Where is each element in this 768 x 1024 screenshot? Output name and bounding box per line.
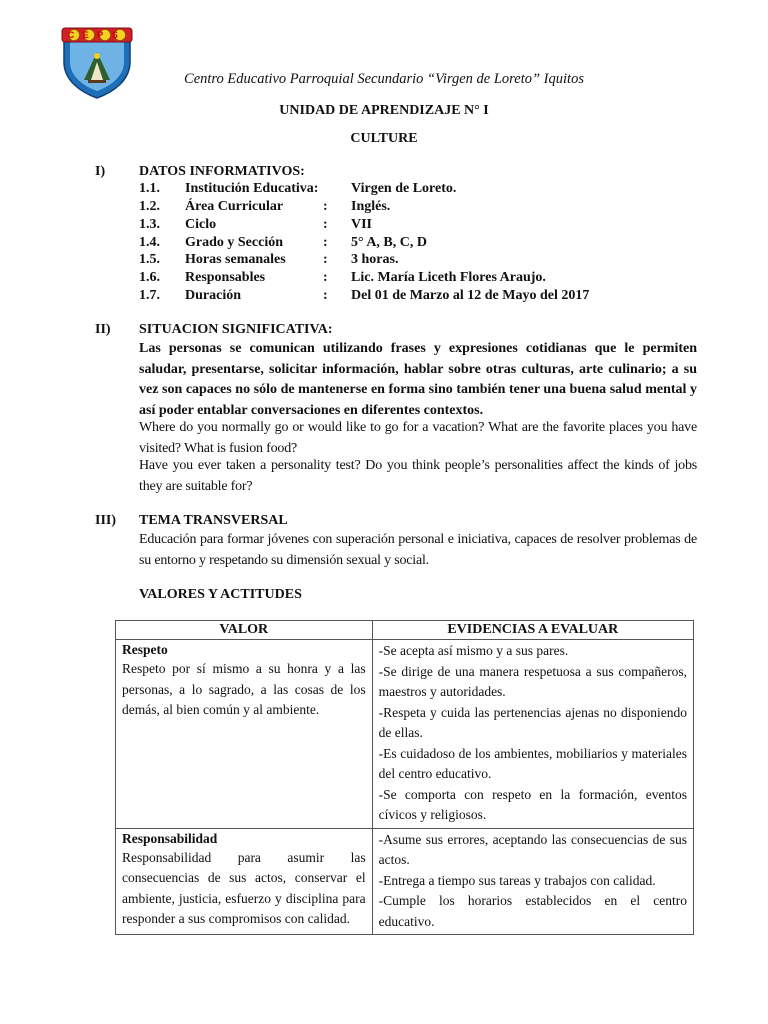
value-description: Respeto por sí mismo a su honra y a las personas, a lo sagrado, a las cosas de los demás, al bien común y al ambiente.	[122, 661, 366, 717]
situation-question-1: Where do you normally go or would like to go for a vacation? What are the favorite places you have visited? What is fusion food?	[139, 420, 697, 456]
info-num: 1.7.	[139, 288, 160, 303]
info-value: Virgen de Loreto.	[351, 181, 457, 196]
info-label: Institución Educativa:	[185, 181, 319, 196]
info-value: 5° A, B, C, D	[351, 235, 427, 250]
info-value: Del 01 de Marzo al 12 de Mayo del 2017	[351, 288, 590, 303]
institution-name: Centro Educativo Parroquial Secundario “Virgen de Loreto” Iquitos	[184, 71, 584, 87]
values-table	[115, 620, 694, 935]
info-label: Duración	[185, 288, 241, 303]
unit-title: UNIDAD DE APRENDIZAJE N° I	[279, 103, 489, 118]
section2-number: II)	[95, 322, 111, 337]
evidence-item: -Cumple los horarios establecidos en el centro educativo.	[378, 893, 687, 929]
info-label: Área Curricular	[185, 199, 284, 214]
info-colon: :	[323, 199, 328, 214]
situation-question-2: Have you ever taken a personality test? Do you think people’s personalities affect the kinds of jobs they are suitable for?	[139, 458, 697, 494]
value-name: Respeto	[122, 642, 168, 657]
evidence-item: -Se acepta así mismo y a sus pares.	[378, 643, 569, 658]
info-value: Lic. María Liceth Flores Araujo.	[351, 270, 546, 285]
info-label: Horas semanales	[185, 252, 286, 267]
info-num: 1.6.	[139, 270, 160, 285]
value-cell	[116, 828, 373, 935]
column-header-valor: VALOR	[116, 621, 373, 640]
table-header-row	[116, 621, 694, 640]
info-value: Inglés.	[351, 199, 391, 214]
info-value: 3 horas.	[351, 252, 399, 267]
table-row	[116, 828, 694, 935]
section3-number: III)	[95, 513, 117, 528]
info-label: Ciclo	[185, 217, 217, 232]
info-colon: :	[323, 235, 328, 250]
info-num: 1.5.	[139, 252, 160, 267]
logo-lettering: CEPS	[67, 30, 127, 40]
value-cell	[116, 640, 373, 829]
evidence-item: -Es cuidadoso de los ambientes, mobiliarios y materiales del centro educativo.	[378, 745, 687, 781]
info-num: 1.4.	[139, 235, 160, 250]
evidence-item: -Se comporta con respeto en la formación, eventos cívicos y religiosos.	[378, 786, 687, 822]
table-row	[116, 640, 694, 829]
column-header-evidencias: EVIDENCIAS A EVALUAR	[372, 621, 693, 640]
evidence-item: -Respeta y cuida las pertenencias ajenas no disponiendo de ellas.	[378, 704, 687, 740]
value-description: Responsabilidad para asumir las consecuencias de sus actos, conservar el ambiente, justicia, esfuerzo y disciplina para responder a sus compromisos con calidad.	[122, 849, 366, 926]
values-heading: VALORES Y ACTITUDES	[139, 587, 302, 602]
info-label: Grado y Sección	[185, 235, 283, 250]
topic-title: CULTURE	[350, 131, 418, 146]
info-colon: :	[323, 270, 328, 285]
school-logo	[58, 22, 136, 100]
info-value: VII	[351, 217, 373, 232]
evidence-cell	[372, 640, 693, 829]
evidence-item: -Asume sus errores, aceptando las consecuencias de sus actos.	[378, 831, 687, 867]
evidence-cell	[372, 828, 693, 935]
info-colon: :	[323, 288, 328, 303]
evidence-item: -Entrega a tiempo sus tareas y trabajos con calidad.	[378, 872, 656, 888]
value-name: Responsabilidad	[122, 830, 218, 846]
section1-number: I)	[95, 164, 106, 179]
info-num: 1.3.	[139, 217, 160, 232]
evidence-item: -Se dirige de una manera respetuosa a sus compañeros, maestros y autoridades.	[378, 663, 687, 699]
section2-title: SITUACION SIGNIFICATIVA:	[139, 322, 333, 337]
section3-title: TEMA TRANSVERSAL	[139, 513, 288, 528]
info-label: Responsables	[185, 270, 266, 285]
info-num: 1.1.	[139, 181, 160, 196]
situation-text: Las personas se comunican utilizando frases y expresiones cotidianas que le permiten saludar, presentarse, solicitar información, hablar sobre otras culturas, arte culinario; a su vez son capaces no sólo de mantenerse en forma sino también tener una buena salud mental y así poder entablar conversaciones en diferentes contextos.	[139, 341, 697, 418]
info-colon: :	[323, 217, 328, 232]
info-num: 1.2.	[139, 199, 160, 214]
info-colon: :	[323, 252, 328, 267]
section1-title: DATOS INFORMATIVOS:	[139, 164, 305, 179]
transversal-text: Educación para formar jóvenes con superación personal e iniciativa, capaces de resolver problemas de su entorno y respetando su dimensión sexual y social.	[139, 532, 697, 568]
